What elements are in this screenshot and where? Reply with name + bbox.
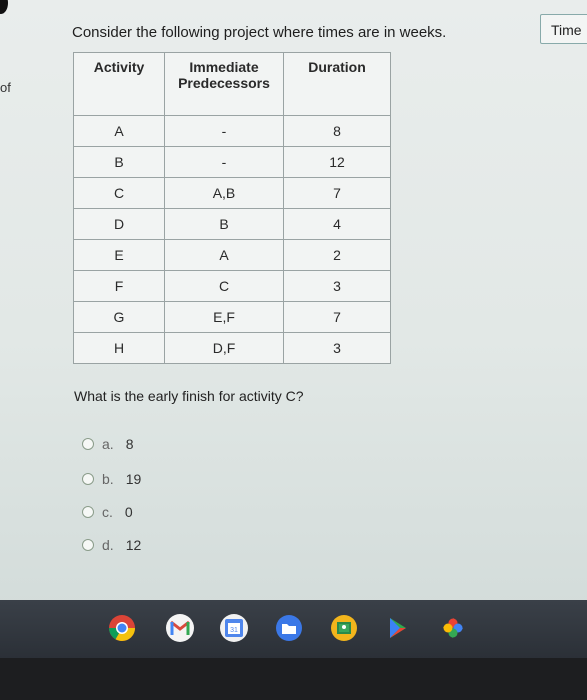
- table-row: [74, 240, 391, 271]
- cell-duration: 7: [284, 302, 391, 333]
- option-c[interactable]: [82, 504, 133, 520]
- radio-button[interactable]: [82, 473, 94, 485]
- cell-activity: C: [74, 178, 165, 209]
- cell-predecessors: B: [165, 209, 284, 240]
- classroom-icon[interactable]: [330, 614, 358, 642]
- cell-predecessors: C: [165, 271, 284, 302]
- cell-predecessors: A: [165, 240, 284, 271]
- photos-icon[interactable]: [439, 614, 467, 642]
- option-d[interactable]: [82, 537, 141, 553]
- table-row: [74, 116, 391, 147]
- option-value: 8: [125, 436, 134, 452]
- cell-activity: A: [74, 116, 165, 147]
- files-icon[interactable]: [275, 614, 303, 642]
- cell-duration: 7: [284, 178, 391, 209]
- cell-predecessors: -: [165, 116, 284, 147]
- option-b[interactable]: [82, 471, 141, 487]
- table-row: [74, 302, 391, 333]
- cell-activity: F: [74, 271, 165, 302]
- activity-table: [73, 52, 391, 364]
- cell-predecessors: E,F: [165, 302, 284, 333]
- table-row: [74, 333, 391, 364]
- cell-activity: E: [74, 240, 165, 271]
- table-row: [74, 271, 391, 302]
- question-title: Consider the following project where times are in weeks.: [72, 24, 447, 41]
- cell-duration: 2: [284, 240, 391, 271]
- cell-predecessors: A,B: [165, 178, 284, 209]
- radio-button[interactable]: [82, 539, 94, 551]
- play-store-icon[interactable]: [384, 614, 412, 642]
- cell-duration: 3: [284, 271, 391, 302]
- header-duration: Duration: [284, 53, 391, 116]
- question-prompt: What is the early finish for activity C?: [74, 388, 304, 404]
- cell-activity: D: [74, 209, 165, 240]
- option-letter: a.: [102, 436, 114, 452]
- svg-text:31: 31: [230, 627, 238, 634]
- cell-activity: H: [74, 333, 165, 364]
- header-activity: Activity: [74, 53, 165, 116]
- edge-marker: [0, 0, 8, 14]
- chrome-icon[interactable]: [108, 614, 136, 642]
- table-row: [74, 178, 391, 209]
- timer-button[interactable]: Time: [540, 14, 587, 44]
- option-letter: d.: [102, 537, 114, 553]
- cell-predecessors: -: [165, 147, 284, 178]
- radio-button[interactable]: [82, 506, 94, 518]
- option-letter: b.: [102, 471, 114, 487]
- cell-duration: 8: [284, 116, 391, 147]
- cell-predecessors: D,F: [165, 333, 284, 364]
- option-value: 0: [124, 504, 133, 520]
- gmail-icon[interactable]: [166, 614, 194, 642]
- cell-activity: B: [74, 147, 165, 178]
- option-value: 19: [125, 471, 142, 487]
- device-bezel: [0, 658, 587, 700]
- calendar-icon[interactable]: [220, 614, 248, 642]
- header-predecessors: Immediate Predecessors: [165, 53, 284, 116]
- cell-duration: 4: [284, 209, 391, 240]
- option-letter: c.: [102, 504, 113, 520]
- cell-duration: 3: [284, 333, 391, 364]
- option-a[interactable]: [82, 436, 133, 452]
- table-row: [74, 147, 391, 178]
- table-row: [74, 209, 391, 240]
- cell-activity: G: [74, 302, 165, 333]
- edge-text: of: [0, 80, 11, 95]
- table-header-row: [74, 53, 391, 116]
- option-value: 12: [125, 537, 142, 553]
- radio-button[interactable]: [82, 438, 94, 450]
- cell-duration: 12: [284, 147, 391, 178]
